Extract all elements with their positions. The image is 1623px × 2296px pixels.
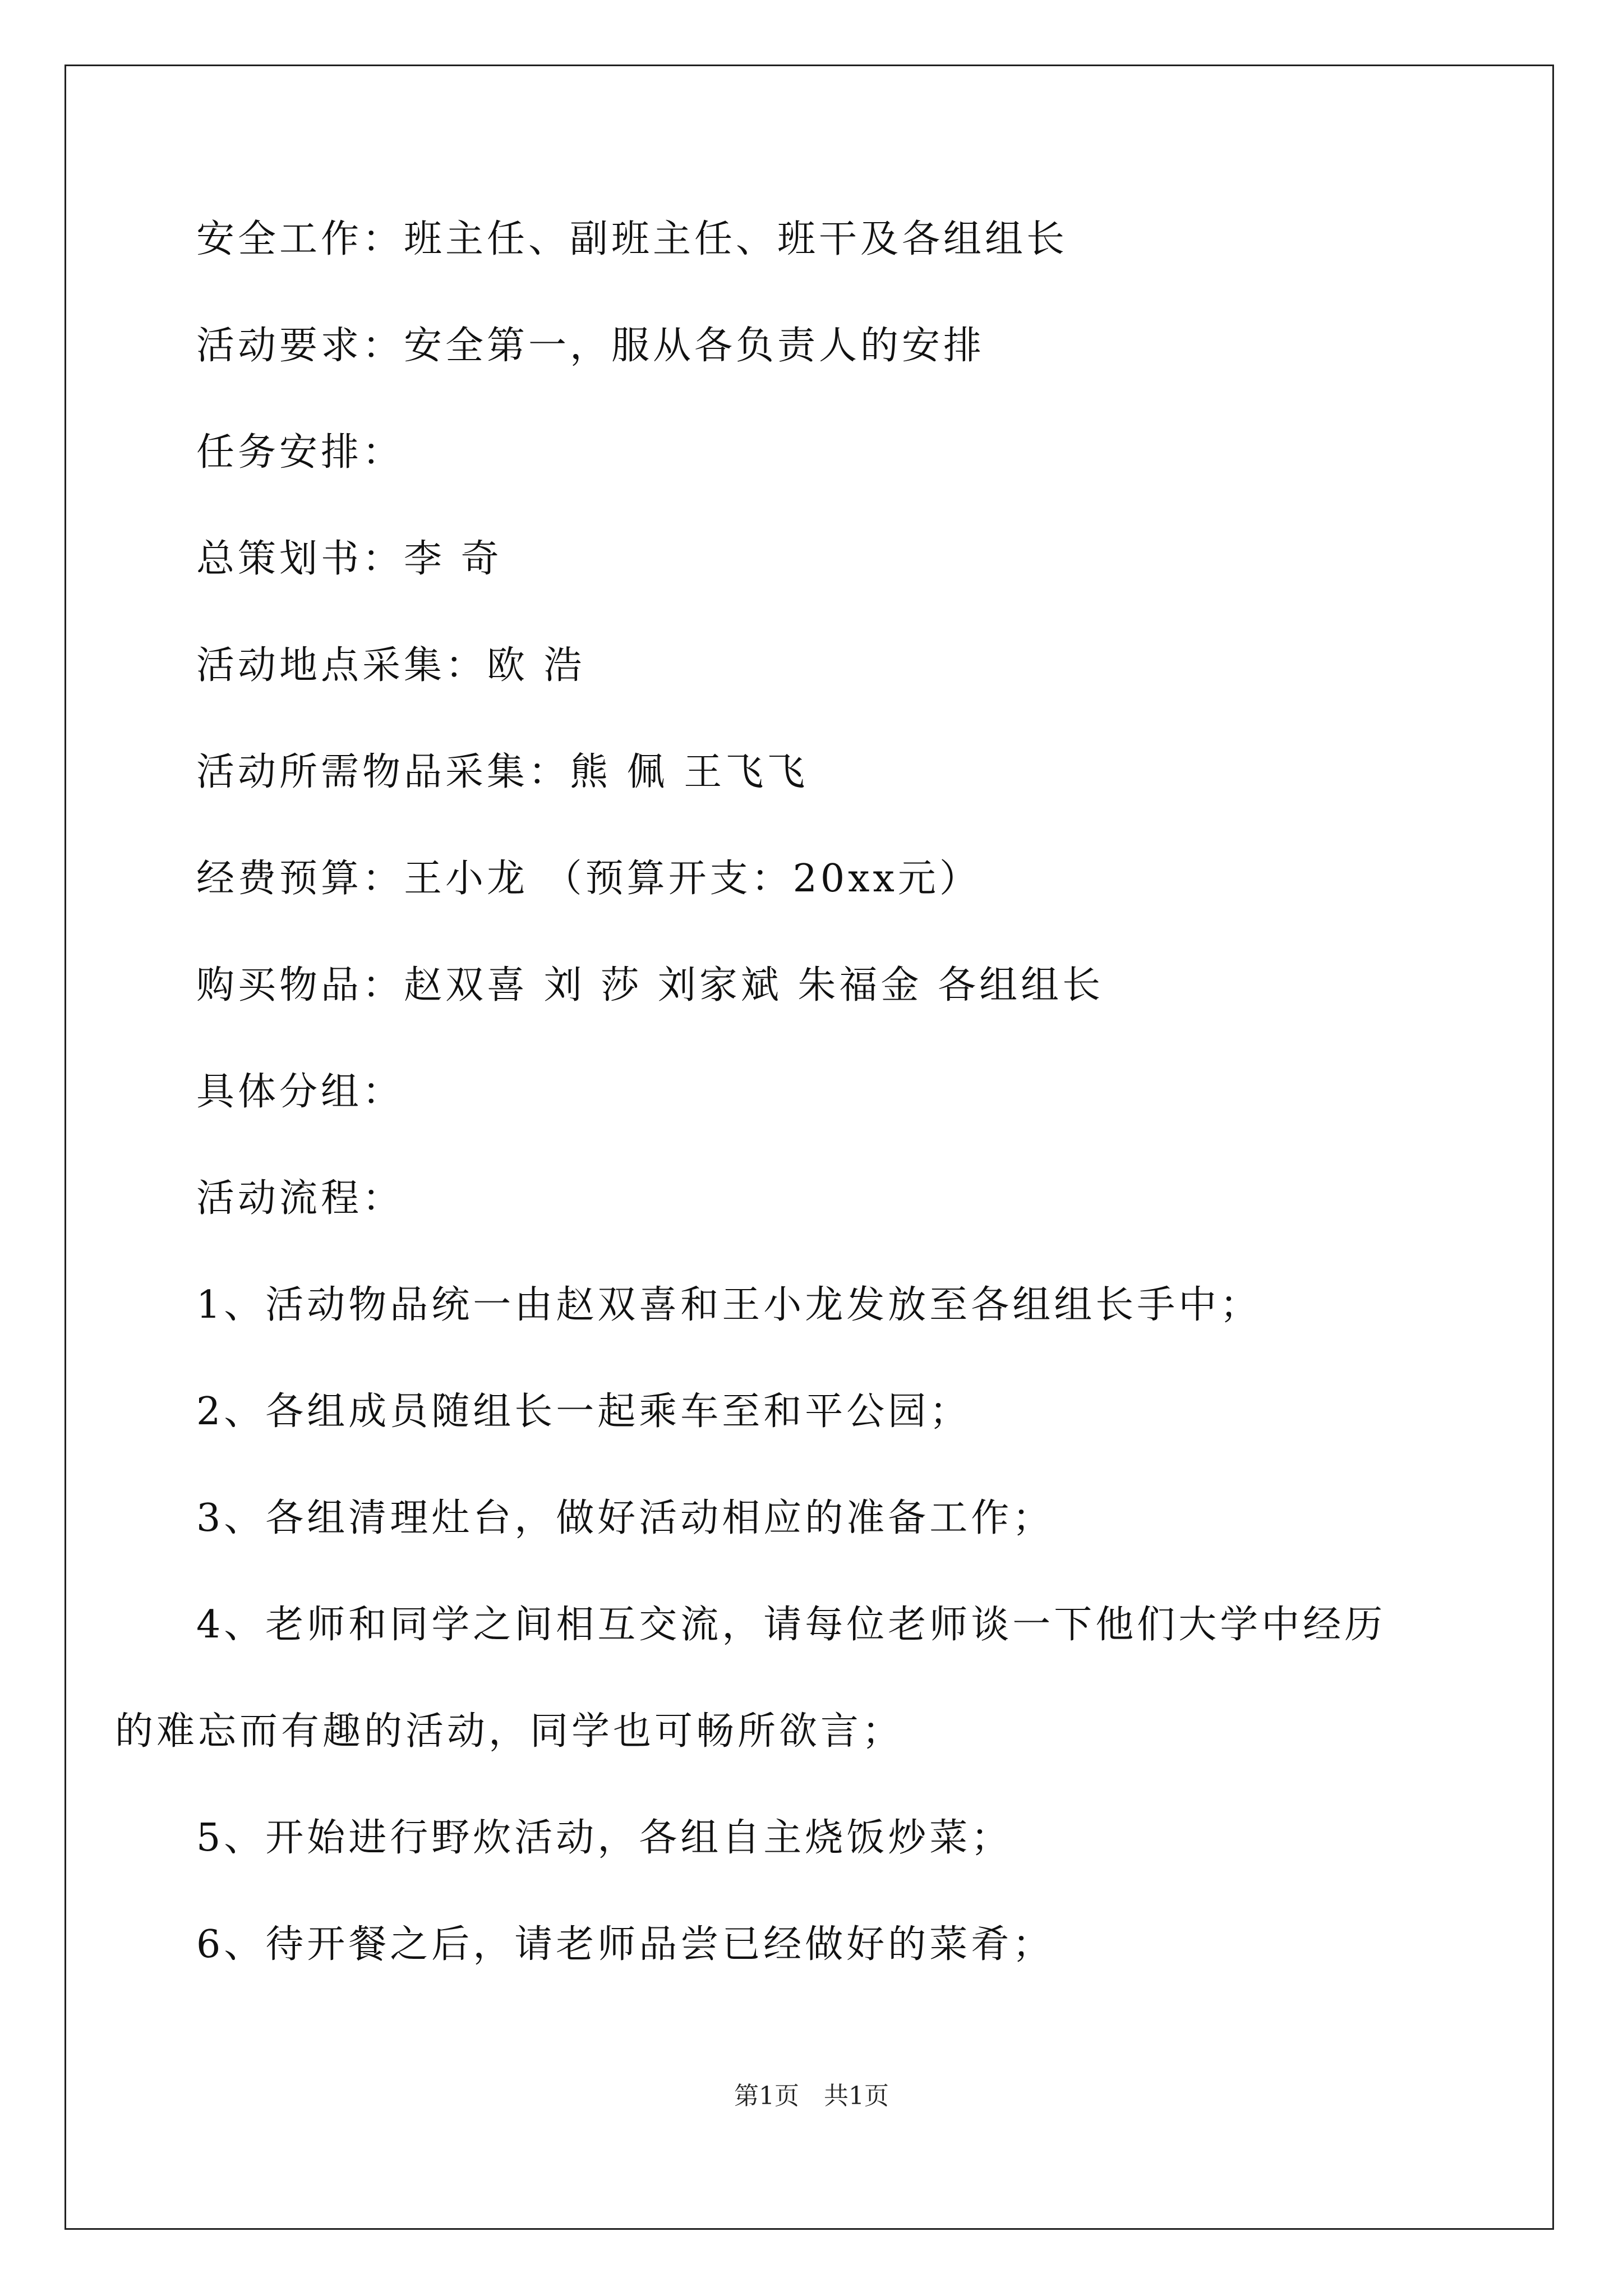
paragraph-location: 活动地点采集：欧 浩 [196,643,585,688]
paragraph-tasks-heading: 任务安排： [196,430,404,475]
page-border [64,65,1554,2230]
paragraph-planner: 总策划书：李 奇 [196,537,502,581]
paragraph-process-heading: 活动流程： [196,1176,404,1221]
paragraph-safety: 安全工作：班主任、副班主任、班干及各组组长 [196,217,1068,261]
paragraph-step-6: 6、待开餐之后，请老师品尝已经做好的菜肴； [196,1922,1054,1967]
paragraph-groups-heading: 具体分组： [196,1070,404,1114]
paragraph-requirements: 活动要求：安全第一，服从各负责人的安排 [196,324,985,368]
paragraph-step-4-continued: 的难忘而有趣的活动，同学也可畅所欲言； [115,1709,904,1754]
paragraph-budget: 经费预算：王小龙 （预算开支：20xx元） [196,857,981,901]
page-footer: 第1页 共1页 [734,2082,889,2110]
paragraph-step-3: 3、各组清理灶台，做好活动相应的准备工作； [196,1496,1054,1540]
paragraph-step-1: 1、活动物品统一由赵双喜和王小龙发放至各组组长手中； [196,1283,1262,1327]
paragraph-step-5: 5、开始进行野炊活动，各组自主烧饭炒菜； [196,1816,1013,1860]
paragraph-purchase: 购买物品：赵双喜 刘 莎 刘家斌 朱福金 各组组长 [196,963,1104,1007]
paragraph-step-4: 4、老师和同学之间相互交流，请每位老师谈一下他们大学中经历 [196,1603,1386,1647]
paragraph-supplies: 活动所需物品采集：熊 佩 王飞飞 [196,750,809,794]
paragraph-step-2: 2、各组成员随组长一起乘车至和平公园； [196,1389,971,1434]
